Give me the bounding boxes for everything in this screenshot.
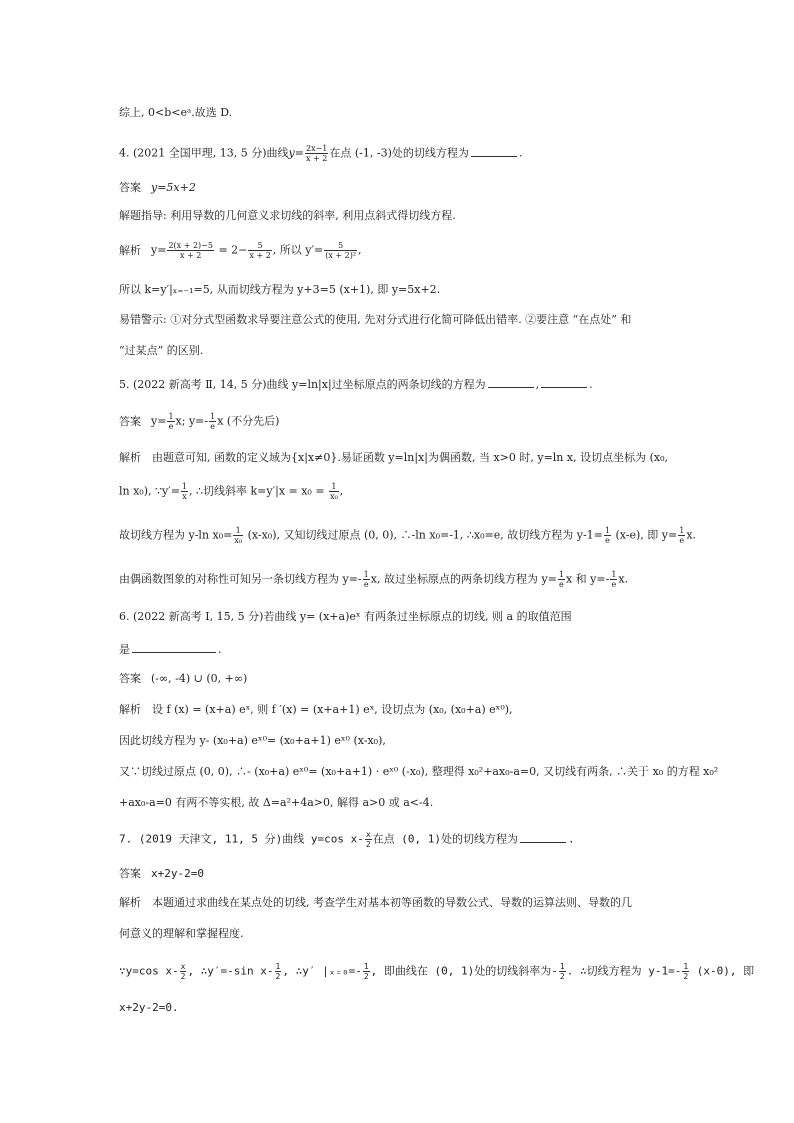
q7-frac (365, 830, 372, 849)
q7-analysis-2: 何意义的理解和掌握程度. (119, 927, 244, 940)
frac-den: e (559, 580, 564, 589)
q5-answer-blank-2 (541, 376, 587, 388)
q5-a3-frac3 (678, 526, 685, 545)
q5-a4-b: x, 故过坐标原点的两条切线方程为 y= (370, 572, 557, 586)
frac-num: 1 (683, 962, 689, 971)
frac-num: 2(x + 2)−5 (168, 241, 213, 250)
frac-num: x (180, 962, 186, 971)
question-5 (119, 376, 679, 392)
frac-num: 5 (248, 241, 271, 251)
q5-a4-c: x 和 y=- (565, 572, 610, 586)
q5-sep: , (535, 378, 540, 391)
q4-warning-1: 易错警示: ①对分式型函数求导要注意公式的使用, 先对分式进行化简可降低出错率. ②要注意 “在点处” 和 (119, 313, 632, 326)
q5-end: . (589, 378, 593, 391)
q5-a2-frac2 (329, 482, 339, 501)
answer-label: 答案 (119, 672, 141, 685)
q5-analysis-1: 解析 由题意可知, 函数的定义域为{x|x≠0}.易证函数 y=ln|x|为偶函数, 当 x>0 时, y=ln x, 设切点坐标为 (x₀, (119, 451, 668, 464)
q4-an-frac1 (167, 241, 214, 260)
q6-shi: 是 (119, 643, 130, 656)
q5-analysis-4 (119, 570, 679, 589)
q5-a4-frac2 (558, 570, 565, 589)
frac-den: 2 (180, 972, 186, 981)
q7-a3-c: , ∴y′ |ₓ₌₀=- (282, 964, 362, 978)
frac-den: x + 2 (180, 251, 202, 260)
frac-num: 1 (210, 412, 216, 421)
q5-ans-c: x (不分先后) (217, 414, 280, 428)
q4-an-frac2 (248, 241, 271, 260)
q6-answer (119, 672, 679, 686)
q4-an-b: = 2− (214, 243, 248, 257)
q4-answer-blank (471, 145, 517, 157)
q4-guide: 解题指导: 利用导数的几何意义求切线的斜率, 利用点斜式得切线方程. (119, 209, 456, 222)
q4-analysis (119, 241, 679, 260)
frac-den: e (611, 580, 617, 589)
frac-den: e (605, 536, 610, 545)
frac-den: x + 2 (249, 251, 271, 260)
question-6: 6. (2022 新高考 Ⅰ, 15, 5 分)若曲线 y= (x+a)eˣ 有两条过坐标原点的切线, 则 a 的取值范围 (119, 610, 572, 623)
q5-analysis-3 (119, 526, 697, 545)
q4-numerator: 2x−1 (305, 144, 328, 153)
q5-a2-c: , (339, 484, 344, 498)
frac-num: 1 (181, 482, 188, 491)
q7-a: 7. (2019 天津文, 11, 5 分)曲线 y=cos x- (119, 832, 364, 846)
frac-den: e (168, 422, 174, 431)
frac-num: 5 (324, 241, 357, 251)
q4-warning-2: “过某点” 的区别. (119, 344, 204, 357)
frac-num: 1 (604, 526, 610, 535)
analysis-label: 解析 (119, 243, 141, 257)
q5-a3-frac1 (233, 526, 243, 545)
q7-answer-text: x+2y-2=0 (151, 867, 204, 880)
q7-a3-f: (x-0), 即 (690, 964, 755, 978)
frac-den: 2 (683, 972, 689, 981)
q5-a2-a: ln x₀), ∵y′= (119, 484, 180, 498)
q6-end: . (218, 643, 222, 656)
q7-a3-frac5 (682, 962, 689, 981)
q4-fraction (305, 144, 328, 163)
q7-analysis-4: x+2y-2=0. (119, 1001, 179, 1014)
q4-lhs: y= (288, 146, 304, 160)
frac-den: x₀ (234, 536, 243, 545)
frac-num: x (365, 830, 371, 839)
frac-den: 2 (275, 972, 281, 981)
q5-a3-b: (x-x₀), 又知切线过原点 (0, 0), ∴-ln x₀=-1, ∴x₀=e, 故切线方程为 y-1= (244, 528, 603, 542)
q7-a3-frac4 (559, 962, 566, 981)
frac-den: e (679, 536, 685, 545)
q7-analysis-1: 解析 本题通过求曲线在某点处的切线, 考查学生对基本初等函数的导数公式、导数的运算法则、导数的几 (119, 896, 632, 909)
answer-label: 答案 (119, 414, 141, 428)
q5-a4-d: x. (618, 572, 629, 586)
conclusion-line: 综上, 0<b<eᵃ.故选 D. (119, 106, 233, 119)
frac-den: x (182, 492, 187, 501)
q7-b: 在点 (0, 1)处的切线方程为 (372, 832, 518, 846)
q5-answer (119, 412, 679, 431)
frac-num: 1 (275, 962, 281, 971)
q7-end: . (568, 832, 575, 846)
q4-answer-text: y=5x+2 (151, 181, 196, 194)
frac-num: 1 (679, 526, 685, 535)
frac-den: e (363, 580, 369, 589)
q5-ans-frac1 (167, 412, 174, 431)
frac-num: 1 (168, 412, 174, 421)
frac-num: 1 (611, 570, 617, 579)
q6-analysis-2: 因此切线方程为 y- (x₀+a) eˣ⁰= (x₀+a+1) eˣ⁰ (x-x₀), (119, 734, 386, 747)
q5-a2-b: , ∴切线斜率 k=y′|x = x₀ = (189, 484, 329, 498)
frac-den: 2 (559, 972, 565, 981)
q7-a3-b: , ∴y′=-sin x- (187, 964, 274, 978)
frac-den: (x + 2)² (325, 251, 357, 260)
q4-prefix: 4. (2021 全国甲理, 13, 5 分)曲线 (119, 146, 289, 160)
q4-answer (119, 181, 679, 195)
frac-num: 1 (329, 482, 339, 492)
q5-a4-frac3 (610, 570, 617, 589)
q5-a3-a: 故切线方程为 y-ln x₀= (119, 528, 233, 542)
q7-answer-blank (520, 831, 566, 843)
q4-analysis-2: 所以 k=y′|ₓ₌₋₁=5, 从而切线方程为 y+3=5 (x+1), 即 y=5x+2. (119, 283, 441, 296)
q7-a3-frac1 (180, 962, 187, 981)
q5-ans-b: x; y=- (175, 414, 209, 428)
q7-a3-e: . ∴切线方程为 y-1=- (566, 964, 682, 978)
question-6-cont (119, 641, 679, 657)
q4-an-frac3 (324, 241, 357, 260)
q6-analysis-4: +ax₀-a=0 有两不等实根, 故 Δ=a²+4a>0, 解得 a>0 或 a<-4. (119, 796, 434, 809)
q4-an-d: , (358, 243, 362, 257)
q6-analysis-3: 又∵切线过原点 (0, 0), ∴- (x₀+a) eˣ⁰= (x₀+a+1) · eˣ⁰ (-x₀), 整理得 x₀²+ax₀-a=0, 又切线有两条, ∴关于 x₀ 的方程 x₀² (119, 765, 719, 778)
frac-den: 2 (363, 972, 369, 981)
frac-den: x₀ (330, 492, 338, 501)
q4-suffix: 在点 (-1, -3)处的切线方程为 (329, 146, 469, 160)
q7-a3-d: , 即曲线在 (0, 1)处的切线斜率为- (370, 964, 558, 978)
q5-answer-blank-1 (488, 376, 534, 388)
q7-a3-a: ∵y=cos x- (119, 964, 179, 978)
q6-analysis-1: 解析 设 f (x) = (x+a) eˣ, 则 f ′(x) = (x+a+1) eˣ, 设切点为 (x₀, (x₀+a) eˣ⁰), (119, 703, 513, 716)
q7-a3-frac2 (275, 962, 282, 981)
frac-num: 1 (558, 570, 564, 579)
q5-a2-frac1 (181, 482, 188, 501)
question-4: 4. (2021 全国甲理, 13, 5 分)曲线y= $\frac{2x-1}{x + 2}$ 在点 (-1, -3)处的切线方程为 . (119, 144, 523, 163)
q5-a3-frac2 (604, 526, 611, 545)
frac-num: 1 (233, 526, 243, 536)
frac-num: 1 (363, 962, 369, 971)
q5-prefix: 5. (2022 新高考 Ⅱ, 14, 5 分)曲线 y=ln|x|过坐标原点的两条切线的方程为 (119, 378, 486, 391)
answer-label: 答案 (119, 867, 141, 880)
q5-ans-frac2 (209, 412, 216, 431)
q4-an-c: , 所以 y′= (272, 243, 324, 257)
answer-label: 答案 (119, 181, 141, 194)
q7-analysis-3 (119, 962, 755, 981)
q7-a3-frac3 (363, 962, 370, 981)
q6-answer-blank (132, 641, 216, 653)
q5-a3-c: (x-e), 即 y= (611, 528, 678, 542)
q5-analysis-2 (119, 482, 679, 501)
frac-den: 2 (365, 840, 371, 849)
frac-num: 1 (363, 570, 369, 579)
q4-an-a: y= (151, 243, 167, 257)
q6-answer-text: (-∞, -4) ∪ (0, +∞) (151, 672, 248, 685)
question-7 (119, 830, 679, 849)
q5-ans-a: y= (151, 414, 167, 428)
q5-a4-frac1 (363, 570, 370, 589)
frac-den: e (210, 422, 215, 431)
q5-a4-a: 由偶函数图象的对称性可知另一条切线方程为 y=- (119, 572, 362, 586)
q5-a3-d: x. (686, 528, 697, 542)
frac-num: 1 (559, 962, 565, 971)
q4-denominator: x + 2 (305, 154, 328, 163)
q7-answer (119, 867, 679, 881)
